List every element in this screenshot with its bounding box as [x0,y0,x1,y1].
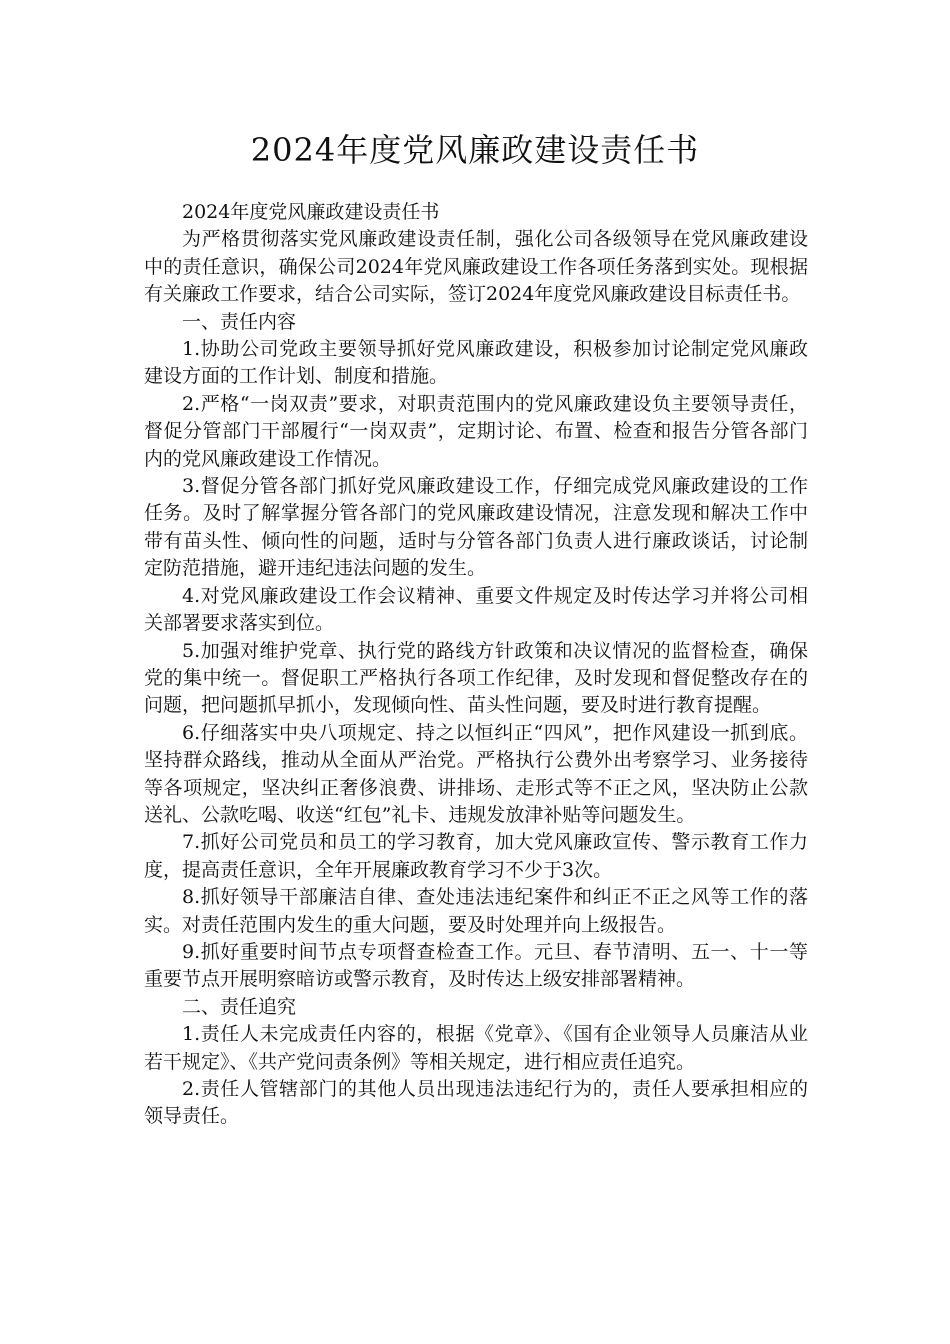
paragraph-item-7: 7.抓好公司党员和员工的学习教育，加大党风廉政宣传、警示教育工作力度，提高责任意识，全年开展廉政教育学习不少于3次。 [144,831,808,881]
paragraph-item-6: 6.仔细落实中央八项规定、持之以恒纠正“四风”，把作风建设一抓到底。坚持群众路线，推动从全面从严治党。严格执行公费外出考察学习、业务接待等各项规定，坚决纠正奢侈浪费、讲排场、走形式等不正之风，坚决防止公款送礼、公款吃喝、收送“红包”礼卡、违规发放津补贴等问题发生。 [144,721,808,826]
paragraph-subtitle: 2024年度党风廉政建设责任书 [182,201,440,223]
paragraph-item-9: 9.抓好重要时间节点专项督查检查工作。元旦、春节清明、五一、十一等重要节点开展明察暗访或警示教育，及时传达上级安排部署精神。 [144,940,808,991]
paragraph-item-8: 8.抓好领导干部廉洁自律、查处违法违纪案件和纠正不正之风等工作的落实。对责任范围内发生的重大问题，要及时处理并向上级报告。 [144,886,808,936]
paragraph-accountability-1: 1.责任人未完成责任内容的，根据《党章》、《国有企业领导人员廉洁从业若干规定》、《共产党问责条例》等相关规定，进行相应责任追究。 [144,1023,808,1073]
paragraph-item-4: 4.对党风廉政建设工作会议精神、重要文件规定及时传达学习并将公司相关部署要求落实到位。 [144,584,808,635]
paragraph-item-5: 5.加强对维护党章、执行党的路线方针政策和决议情况的监督检查，确保党的集中统一。督促职工严格执行各项工作纪律，及时发现和督促整改存在的问题，把问题抓早抓小，发现倾向性、苗头性问题，要及时进行教育提醒。 [144,639,808,717]
paragraph-accountability-2: 2.责任人管辖部门的其他人员出现违法违纪行为的，责任人要承担相应的领导责任。 [144,1078,808,1128]
paragraph-item-3: 3.督促分管各部门抓好党风廉政建设工作，仔细完成党风廉政建设的工作任务。及时了解掌握分管各部门的党风廉政建设情况，注意发现和解决工作中带有苗头性、倾向性的问题，适时与分管各部门负责人进行廉政谈话，讨论制定防范措施，避开违纪违法问题的发生。 [144,475,808,580]
document-title: 2024年度党风廉政建设责任书 [250,131,700,169]
paragraph-item-2: 2.严格“一岗双责”要求，对职责范围内的党风廉政建设负主要领导责任，督促分管部门干部履行“一岗双责”，定期讨论、布置、检查和报告分管各部门内的党风廉政建设工作情况。 [144,392,808,470]
paragraph-item-1: 1.协助公司党政主要领导抓好党风廉政建设，积极参加讨论制定党风廉政建设方面的工作计划、制度和措施。 [144,338,808,388]
section-heading-responsibilities: 一、责任内容 [182,310,297,333]
section-heading-accountability: 二、责任追究 [182,995,297,1018]
paragraph-intro: 为严格贯彻落实党风廉政建设责任制，强化公司各级领导在党风廉政建设中的责任意识，确保公司2024年党风廉政建设工作各项任务落到实处。现根据有关廉政工作要求，结合公司实际，签订2024年度党风廉政建设目标责任书。 [144,228,808,306]
document-body [144,199,808,1131]
